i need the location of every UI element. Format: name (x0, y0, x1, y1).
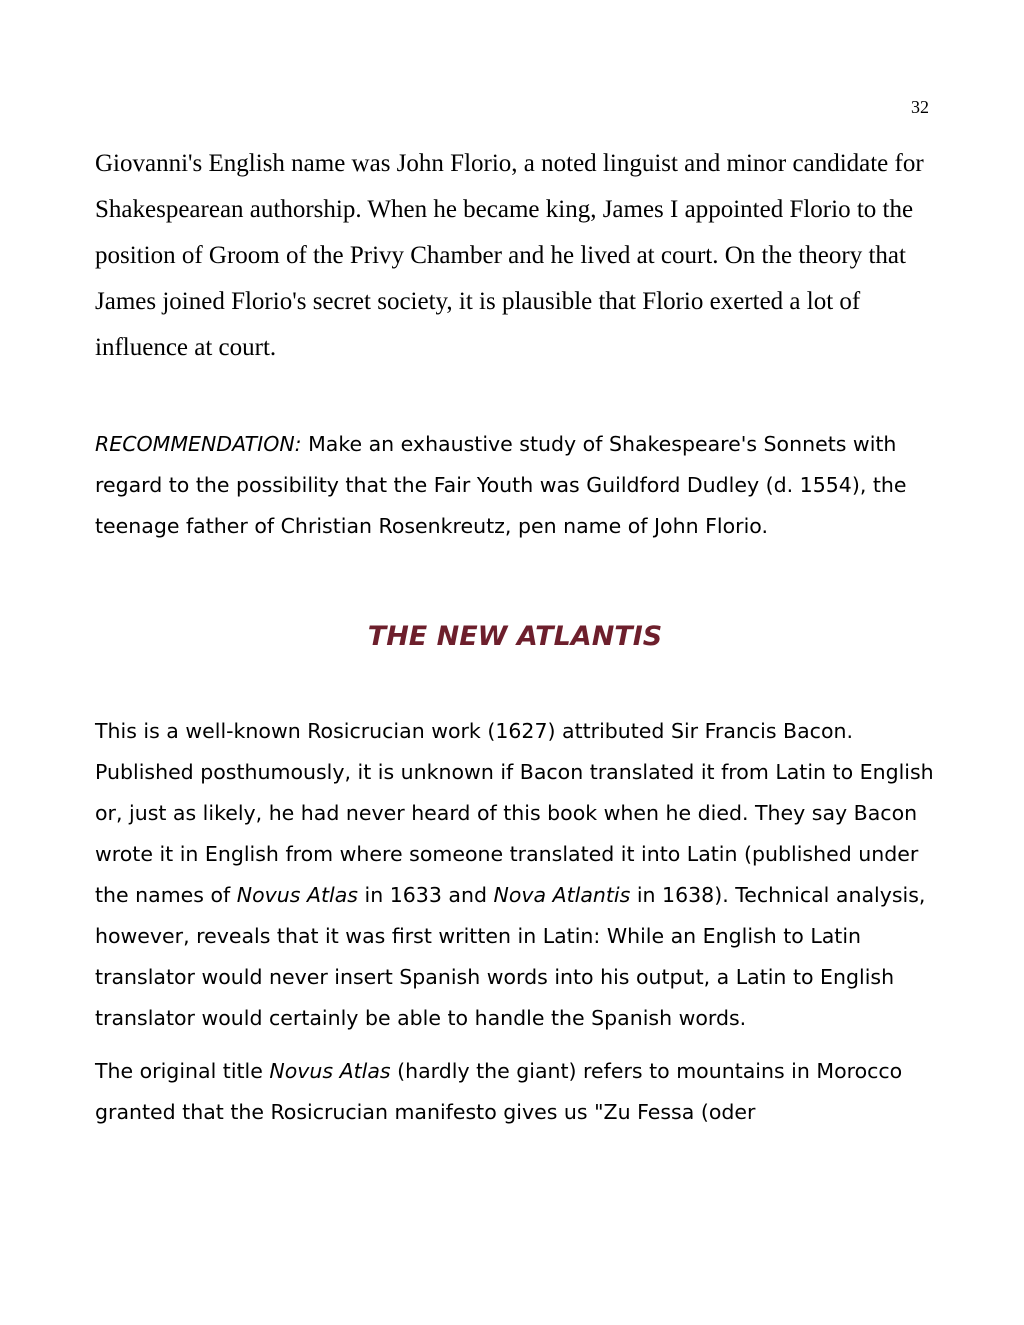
paragraph-one-text-2: in 1633 and (357, 883, 494, 907)
intro-paragraph: Giovanni's English name was John Florio, a noted linguist and minor candidate for Shakespearean authorship. When he became king, James I appointed Florio to the position of Groom of the Privy Chamber and he lived at court. On the theory that James joined Florio's secret society, it is plausible that Florio exerted a lot of influence at court. (95, 150, 924, 361)
body-paragraph-two (95, 1051, 935, 1133)
book-title-nova-atlantis: Nova Atlantis (493, 883, 631, 907)
page-content (95, 141, 935, 1133)
section-heading: THE NEW ATLANTIS (367, 621, 663, 652)
paragraph-two-text-1: The original title (95, 1059, 270, 1083)
book-title-novus-atlas-2: Novus Atlas (269, 1059, 391, 1083)
recommendation-paragraph (95, 424, 935, 547)
recommendation-text: Make an exhaustive study of Shakespeare's Sonnets with regard to the possibility that the Fair Youth was Guildford Dudley (d. 1554), the teenage father of Christian Rosenkreutz, pen name of John Florio. (95, 432, 907, 538)
recommendation-label: RECOMMENDATION: (95, 432, 302, 456)
book-title-novus-atlas: Novus Atlas (236, 883, 358, 907)
paragraph-two-text-2: (hardly the giant) refers to mountains in Morocco granted that the Rosicrucian manifesto gives us "Zu Fessa (oder (95, 1059, 903, 1124)
page-number: 32 (911, 97, 929, 117)
paragraph-one-text-3: in 1638). Technical analysis, however, reveals that it was first written in Latin: While an English to Latin translator would never insert Spanish words into his output, a Latin to English translator would certainly be able to handle the Spanish words. (95, 883, 926, 1030)
paragraph-one-text-1: This is a well-known Rosicrucian work (1627) attributed Sir Francis Bacon. Published posthumously, it is unknown if Bacon translated it from Latin to English or, just as likely, he had never heard of this book when he died. They say Bacon wrote it in English from where someone translated it into Latin (published under the names of (95, 719, 934, 907)
body-paragraph-one (95, 711, 935, 1039)
